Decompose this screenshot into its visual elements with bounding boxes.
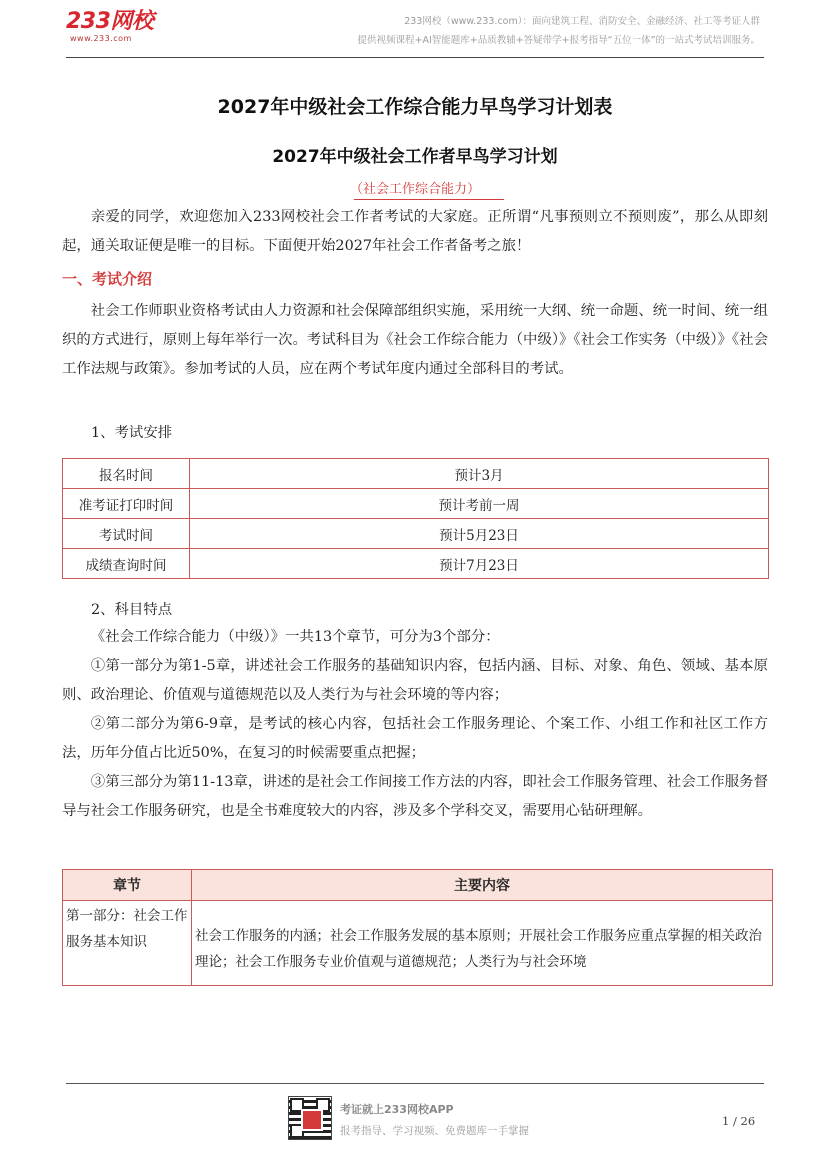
row-label: 考试时间	[63, 519, 190, 549]
sub-heading-subject-features: 2、科目特点	[91, 602, 173, 618]
exam-intro-paragraph: 社会工作师职业资格考试由人力资源和社会保障部组织实施，采用统一大纲、统一命题、统一时间、统一组织的方式进行，原则上每年举行一次。考试科目为《社会工作综合能力（中级）》《社会工作实务（中级）》《社会工作法规与政策》。参加考试的人员，应在两个考试年度内通过全部科目的考试。	[62, 303, 768, 377]
intro-paragraph: 亲爱的同学，欢迎您加入233网校社会工作者考试的大家庭。正所谓“凡事预则立不预则废”，那么从即刻起，通关取证便是唯一的目标。下面便开始2027年社会工作者备考之旅！	[62, 209, 768, 254]
document-subtitle: 2027年中级社会工作者早鸟学习计划	[272, 147, 558, 167]
footer-divider	[66, 1083, 764, 1084]
chapter-cell: 第一部分：社会工作服务基本知识	[63, 901, 192, 986]
chapter-content-table	[62, 869, 773, 986]
row-label: 成绩查询时间	[63, 549, 190, 579]
page-number: 1 / 26	[722, 1114, 756, 1128]
intro-block	[62, 203, 768, 261]
subject-underline	[354, 199, 504, 200]
sub-heading-arrangement: 1、考试安排	[91, 425, 173, 441]
table-header-row	[63, 870, 773, 901]
row-value: 预计考前一周	[190, 489, 769, 519]
brand-logo[interactable]	[66, 10, 153, 44]
column-header-content: 主要内容	[192, 870, 773, 901]
header-tagline	[358, 12, 761, 50]
app-promo-title: 考证就上233网校APP	[340, 1103, 454, 1116]
table-row	[63, 549, 769, 579]
subject-tag: （社会工作综合能力）	[349, 182, 480, 197]
header-divider	[66, 57, 764, 58]
subject-features-body	[62, 623, 768, 826]
table-row	[63, 459, 769, 489]
section-heading-exam-intro: 一、考试介绍	[62, 270, 153, 288]
app-promo-subtitle: 报考指导、学习视频、免费题库一手掌握	[340, 1125, 529, 1137]
table-row	[63, 901, 773, 986]
table-row	[63, 519, 769, 549]
book-overview-paragraph: 《社会工作综合能力（中级）》一共13个章节，可分为3个部分：	[90, 629, 500, 645]
part1-paragraph: ①第一部分为第1-5章，讲述社会工作服务的基础知识内容，包括内涵、目标、对象、角色、领域、基本原则、政治理论、价值观与道德规范以及人类行为与社会环境的等内容；	[62, 658, 768, 703]
part2-paragraph: ②第二部分为第6-9章，是考试的核心内容，包括社会工作服务理论、个案工作、小组工作和社区工作方法，历年分值占比近50%，在复习的时候需要重点把握；	[62, 716, 768, 761]
page-header	[0, 0, 830, 62]
row-label: 准考证打印时间	[63, 489, 190, 519]
header-line-1: 233网校（www.233.com）：面向建筑工程、消防安全、金融经济、社工等考证人群	[404, 16, 760, 27]
logo-text: 233网校	[66, 9, 154, 34]
app-qr-code[interactable]	[288, 1096, 332, 1140]
header-line-2: 提供视频课程+AI智能题库+品质教辅+答疑带学+报考指导“五位一体”的一站式考试培训服务。	[357, 35, 760, 46]
section1-body	[62, 297, 768, 384]
row-value: 预计7月23日	[190, 549, 769, 579]
table-row	[63, 489, 769, 519]
row-value: 预计5月23日	[190, 519, 769, 549]
row-label: 报名时间	[63, 459, 190, 489]
exam-arrangement-table	[62, 458, 769, 579]
app-logo-icon	[301, 1109, 323, 1131]
logo-url: www.233.com	[70, 34, 132, 43]
column-header-chapter: 章节	[63, 870, 192, 901]
content-cell: 社会工作服务的内涵；社会工作服务发展的基本原则；开展社会工作服务应重点掌握的相关政治理论；社会工作服务专业价值观与道德规范；人类行为与社会环境	[192, 901, 773, 986]
part3-paragraph: ③第三部分为第11-13章，讲述的是社会工作间接工作方法的内容，即社会工作服务管理、社会工作服务督导与社会工作服务研究，也是全书难度较大的内容，涉及多个学科交叉，需要用心钻研理解。	[62, 774, 768, 819]
row-value: 预计3月	[190, 459, 769, 489]
document-title: 2027年中级社会工作综合能力早鸟学习计划表	[217, 96, 613, 118]
